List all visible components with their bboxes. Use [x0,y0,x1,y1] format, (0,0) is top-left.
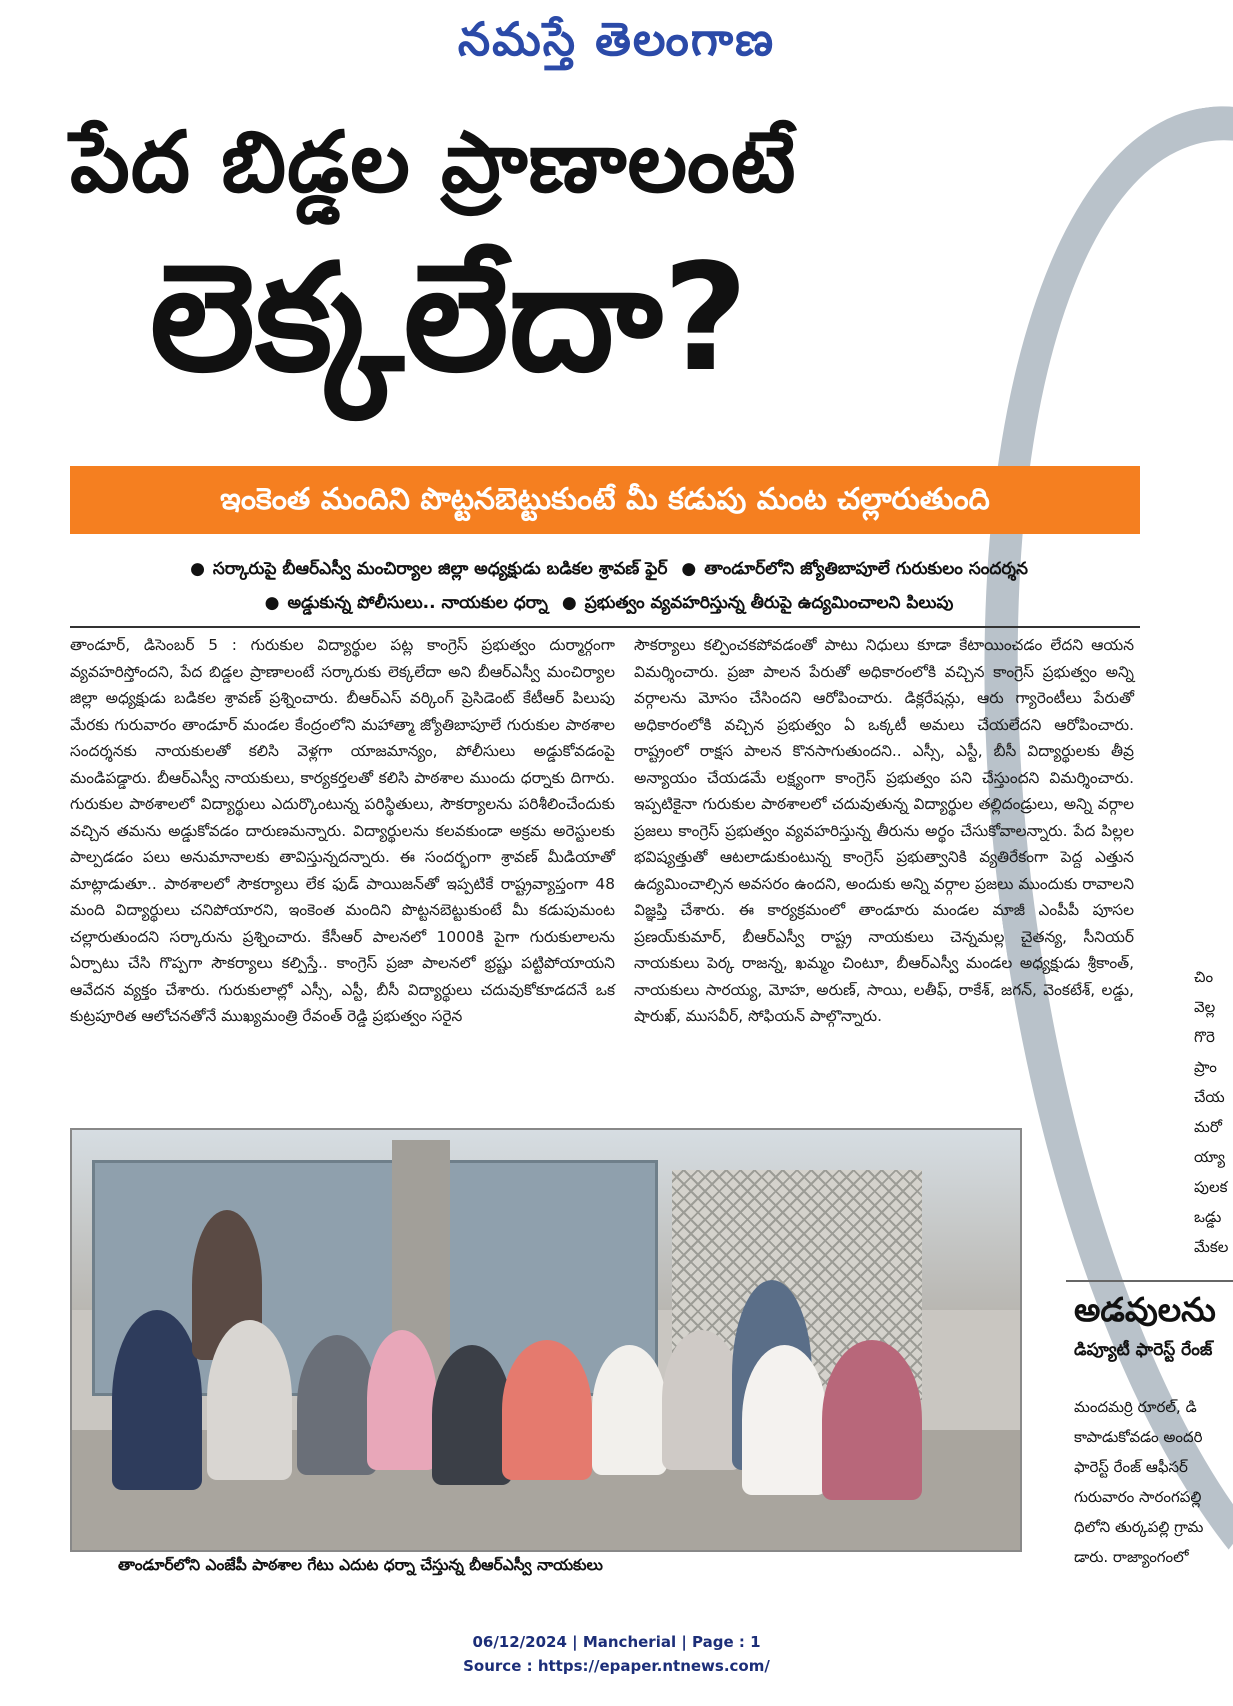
bullet-row-2 [70,586,1140,620]
photo-caption: తాండూర్‌లోని ఎంజేపీ పాఠశాల గేటు ఎదుట ధర్నా చేస్తున్న బీఆర్ఎస్వీ నాయకులు [118,1556,603,1574]
footer-date-line: 06/12/2024 | Mancherial | Page : 1 [472,1633,761,1651]
bullet-item: ప్రభుత్వం వ్యవహరిస్తున్న తీరుపై ఉద్యమించాలని పిలుపు [584,593,954,613]
photo-person [592,1345,667,1475]
banner-text: ఇంకెంత మందిని పొట్టనబెట్టుకుంటే మీ కడుపు మంట చల్లారుతుంది [220,482,990,517]
masthead [0,0,1233,80]
page-footer [0,1630,1233,1678]
bullet-item: తాండూర్‌లోని జ్యోతిబాపూలే గురుకులం సందర్శన [704,559,1028,579]
bullet-icon: ● [681,559,697,579]
side-story-headline: అడవులను [1074,1290,1216,1329]
bullet-item: సర్కారుపై బీఆర్ఎస్వీ మంచిర్యాల జిల్లా అధ్యక్షుడు బడికల శ్రావణ్ ఫైర్ [212,559,668,579]
photo-person [207,1320,292,1480]
side-divider [1066,1280,1233,1282]
footer-source-line: Source : https://epaper.ntnews.com/ [463,1657,770,1675]
photo-person [432,1345,512,1485]
bullet-icon: ● [561,593,577,613]
bullet-item: అడ్డుకున్న పోలీసులు.. నాయకుల ధర్నా [287,593,548,613]
article-column-1: తాండూర్, డిసెంబర్ 5 : గురుకుల విద్యార్థుల పట్ల కాంగ్రెస్ ప్రభుత్వం దుర్మార్గంగా వ్యవహరిస్తోందని, పేద బిడ్డల ప్రాణాలంటే సర్కారుకు లెక్కలేదా అని బీఆర్ఎస్వీ మంచిర్యాల జిల్లా అధ్యక్షుడు బడికల శ్రావణ్ ప్రశ్నించారు. బీఆర్ఎస్ వర్కింగ్ ప్రెసిడెంట్ కేటీఆర్ పిలుపు మేరకు గురువారం తాండూర్ మండల కేంద్రంలోని మహాత్మా జ్యోతిబాపూలే గురుకుల పాఠశాల సందర్శనకు నాయకులతో కలిసి వెళ్లగా యాజమాన్యం, పోలీసులు అడ్డుకోవడంపై మండిపడ్డారు. బీఆర్ఎస్వీ నాయకులు, కార్యకర్తలతో కలిసి పాఠశాల ముందు ధర్నాకు దిగారు. గురుకుల పాఠశాలలో విద్యార్థులు ఎదుర్కొంటున్న పరిస్థితులు, సౌకర్యాలను పరిశీలించేందుకు వచ్చిన తమను అడ్డుకోవడం దారుణమన్నారు. విద్యార్థులను కలవకుండా అక్రమ అరెస్టులకు పాల్పడడం పలు అనుమానాలకు తావిస్తున్నదన్నారు. ఈ సందర్భంగా శ్రావణ్ మీడియాతో మాట్లాడుతూ.. పాఠశాలలో సౌకర్యాలు లేక ఫుడ్ పాయిజన్‌తో ఇప్పటికే రాష్ట్రవ్యాప్తంగా 48 మంది విద్యార్థులు చనిపోయారని, ఇంకెంత మందిని పొట్టనబెట్టుకుంటే మీ కడుపుమంట చల్లారుతుందని సర్కారును ప్రశ్నించారు. కేసీఆర్ పాలనలో 1000కి పైగా గురుకులాలను ఏర్పాటు చేసి గొప్పగా సౌకర్యాలు కల్పిస్తే.. కాంగ్రెస్ ప్రజా పాలనలో భ్రష్టు పట్టిపోయాయని ఆవేదన వ్యక్తం చేశారు. గురుకులాల్లో ఎస్సీ, ఎస్టీ, బీసీ విద్యార్థులు చదువుకోకూడదనే ఒక కుట్రపూరిత ఆలోచనతోనే ముఖ్యమంత్రి రేవంత్ రెడ్డి ప్రభుత్వం సరైన [70,636,615,1025]
article-column-2: సౌకర్యాలు కల్పించకపోవడంతో పాటు నిధులు కూడా కేటాయించడం లేదని ఆయన విమర్శించారు. ప్రజా పాలన పేరుతో అధికారంలోకి వచ్చిన కాంగ్రెస్ ప్రభుత్వం అన్ని వర్గాలను మోసం చేసిందని ఆరోపించారు. డిక్లరేషన్లు, ఆరు గ్యారెంటీలు పేరుతో అధికారంలోకి వచ్చిన ప్రభుత్వం ఏ ఒక్కటీ అమలు చేయలేదని ఆరోపించారు. రాష్ట్రంలో రాక్షస పాలన కొనసాగుతుందని.. ఎస్సీ, ఎస్టీ, బీసీ విద్యార్థులకు తీవ్ర అన్యాయం చేయడమే లక్ష్యంగా కాంగ్రెస్ ప్రభుత్వం పని చేస్తుందని విమర్శించారు. ఇప్పటికైనా గురుకుల పాఠశాలలో చదువుతున్న విద్యార్థుల తల్లిదండ్రులు, అన్ని వర్గాల ప్రజలు కాంగ్రెస్ ప్రభుత్వం వ్యవహరిస్తున్న తీరును అర్థం చేసుకోవాలన్నారు. పేద పిల్లల భవిష్యత్తుతో ఆటలాడుకుంటున్న కాంగ్రెస్ ప్రభుత్వానికి వ్యతిరేకంగా పెద్ద ఎత్తున ఉద్యమించాల్సిన అవసరం ఉందని, అందుకు అన్ని వర్గాల ప్రజలు ముందుకు రావాలని విజ్ఞప్తి చేశారు. ఈ కార్యక్రమంలో తాండూరు మండల మాజీ ఎంపీపీ పూసల ప్రణయ్‌కుమార్, బీఆర్ఎస్వీ రాష్ట్ర నాయకులు చెన్నమల్ల చైతన్య, సీనియర్ నాయకులు పెర్క రాజన్న, ఖమ్మం చింటూ, బీఆర్ఎస్వీ మండల అధ్యక్షుడు శ్రీకాంత్, నాయకులు సారయ్య, మోహ, అరుణ్, సాయి, లతీఫ్, రాకేశ్, జగన్, వెంకటేశ్, లడ్డు, షారుఖ్, ముసవీర్, సోఫియన్ పాల్గొన్నారు. [634,636,1134,1025]
photo-person [297,1335,377,1475]
bullet-icon: ● [264,593,280,613]
photo-person [112,1310,202,1490]
headline-line-1: పేద బిడ్డల ప్రాణాలంటే [70,113,797,211]
photo-person [662,1330,742,1470]
newspaper-logo: నమస్తే తెలంగాణ [457,12,776,66]
headline-line-2: లెక్కలేదా? [150,232,749,404]
highlight-bullets [70,552,1140,628]
side-column-snippet: చిం వెల్ల గొరె ప్రాం చేయ మరో య్యా పులక ఒడ్డు మేకల [1194,968,1229,1256]
photo-person [742,1345,827,1495]
photo-person [502,1340,592,1480]
side-story-body: మందమర్రి రూరల్, డి కాపాడుకోవడం అందరి ఫారెస్ట్ రేంజ్ ఆఫీసర్ గురువారం సారంగపల్లి ధిలోని తుర్కపల్లి గ్రామ డారు. రాజ్యాంగంలో [1074,1398,1204,1566]
bullet-icon: ● [190,559,205,579]
bullet-row-1 [70,552,1140,586]
photo-person [367,1330,437,1470]
news-photo [70,1128,1022,1552]
subheadline-banner [70,466,1140,534]
photo-person [822,1340,922,1500]
side-story-subhead: డిప్యూటీ ఫారెస్ట్ రేంజ్ [1074,1340,1213,1360]
